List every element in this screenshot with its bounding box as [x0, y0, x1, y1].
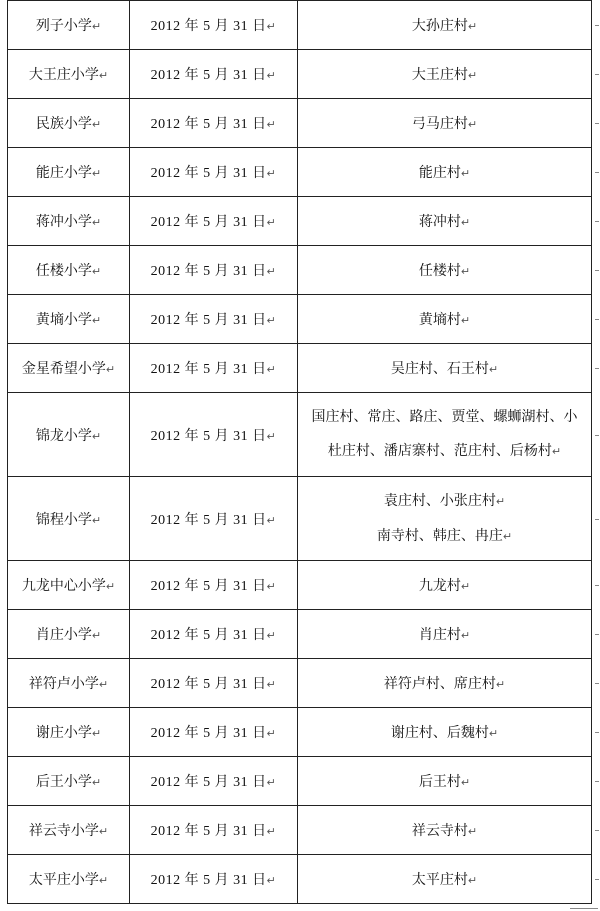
paragraph-mark: ↵ — [98, 678, 109, 691]
paragraph-mark: ↵ — [266, 679, 277, 691]
paragraph-mark: ↵ — [91, 20, 102, 33]
paragraph-mark: ↵ — [467, 825, 478, 838]
paragraph-mark: ↵ — [266, 430, 277, 443]
village-text: 肖庄村 — [418, 627, 461, 643]
villages-cell — [298, 855, 592, 904]
paragraph-mark: ↵ — [91, 314, 102, 327]
school-cell — [8, 561, 130, 610]
villages-cell — [298, 148, 592, 197]
date-text: 2012 年 5 月 31 日 — [150, 428, 267, 444]
villages-cell — [298, 197, 592, 246]
village-text: 祥云寺村 — [411, 823, 468, 839]
village-text: 黄墒村 — [418, 312, 461, 328]
row-end-mark — [595, 270, 599, 271]
date-text: 2012 年 5 月 31 日 — [150, 726, 267, 741]
date-cell — [130, 708, 298, 757]
paragraph-mark: ↵ — [460, 776, 471, 789]
date-cell — [130, 477, 298, 561]
village-text: 袁庄村、小张庄村 — [383, 492, 496, 509]
table-row — [8, 561, 592, 610]
row-end-mark — [595, 781, 599, 782]
paragraph-mark: ↵ — [488, 727, 499, 740]
table-row — [8, 344, 592, 393]
date-cell — [130, 393, 298, 477]
row-end-mark — [595, 519, 599, 520]
school-cell — [8, 610, 130, 659]
village-line — [412, 116, 477, 132]
row-end-mark — [595, 585, 599, 586]
school-name: 太平庄小学 — [28, 872, 99, 888]
paragraph-mark: ↵ — [91, 513, 102, 527]
paragraph-mark: ↵ — [91, 429, 102, 443]
table-row — [8, 197, 592, 246]
date-text: 2012 年 5 月 31 日 — [150, 215, 267, 230]
village-text: 大孙庄村 — [411, 18, 468, 34]
row-end-mark — [595, 25, 599, 26]
date-text: 2012 年 5 月 31 日 — [150, 512, 267, 528]
paragraph-mark: ↵ — [460, 265, 471, 278]
village-text: 任楼村 — [418, 263, 461, 279]
row-end-mark — [595, 830, 599, 831]
date-text: 2012 年 5 月 31 日 — [150, 362, 267, 377]
date-cell — [130, 246, 298, 295]
date-text: 2012 年 5 月 31 日 — [150, 264, 267, 279]
village-line — [412, 823, 477, 839]
paragraph-mark: ↵ — [105, 363, 116, 376]
school-name: 金星希望小学 — [21, 361, 106, 377]
date-text: 2012 年 5 月 31 日 — [150, 677, 267, 692]
village-text: 后王村 — [418, 774, 461, 790]
date-text: 2012 年 5 月 31 日 — [150, 68, 267, 83]
table-row — [8, 295, 592, 344]
paragraph-mark: ↵ — [467, 69, 478, 82]
school-cell — [8, 99, 130, 148]
table-row — [8, 477, 592, 561]
villages-cell — [298, 561, 592, 610]
school-name: 祥符卢小学 — [28, 676, 99, 692]
table-row — [8, 708, 592, 757]
paragraph-mark: ↵ — [266, 777, 277, 789]
paragraph-mark: ↵ — [105, 580, 116, 593]
date-cell — [130, 148, 298, 197]
paragraph-mark: ↵ — [266, 514, 277, 527]
row-end-mark — [595, 368, 599, 369]
village-text: 国庄村、常庄、路庄、贾堂、螺蛳湖村、小 — [311, 409, 578, 425]
row-end-mark — [595, 74, 599, 75]
school-cell — [8, 197, 130, 246]
school-cell — [8, 1, 130, 50]
village-line — [419, 263, 470, 279]
school-village-table — [7, 0, 592, 904]
school-cell — [8, 50, 130, 99]
village-line — [391, 361, 498, 377]
school-cell — [8, 344, 130, 393]
paragraph-mark: ↵ — [488, 363, 499, 376]
table-row — [8, 50, 592, 99]
village-text: 大王庄村 — [411, 67, 468, 83]
village-text: 弓马庄村 — [411, 116, 468, 132]
village-text: 南寺村、韩庄、冉庄 — [376, 527, 503, 544]
paragraph-mark: ↵ — [266, 875, 277, 887]
date-cell — [130, 757, 298, 806]
paragraph-mark: ↵ — [460, 167, 471, 180]
paragraph-mark: ↵ — [266, 217, 277, 229]
village-text: 谢庄村、后魏村 — [390, 725, 489, 741]
village-text: 九龙村 — [418, 578, 461, 594]
school-cell — [8, 757, 130, 806]
paragraph-mark: ↵ — [98, 825, 109, 838]
village-line — [412, 18, 477, 34]
school-name: 锦程小学 — [35, 511, 92, 528]
table-row — [8, 1, 592, 50]
paragraph-mark: ↵ — [91, 167, 102, 180]
paragraph-mark: ↵ — [266, 70, 277, 82]
date-text: 2012 年 5 月 31 日 — [150, 166, 267, 181]
village-line — [391, 725, 498, 741]
school-cell — [8, 855, 130, 904]
paragraph-mark: ↵ — [460, 580, 471, 593]
paragraph-mark: ↵ — [460, 629, 471, 642]
paragraph-mark: ↵ — [266, 728, 277, 740]
paragraph-mark: ↵ — [467, 20, 478, 33]
paragraph-mark: ↵ — [91, 216, 102, 229]
village-line — [298, 400, 591, 434]
row-end-mark — [595, 732, 599, 733]
paragraph-mark: ↵ — [460, 216, 471, 229]
villages-cell — [298, 659, 592, 708]
date-cell — [130, 295, 298, 344]
village-line — [298, 519, 591, 554]
school-cell — [8, 295, 130, 344]
villages-cell — [298, 99, 592, 148]
date-text: 2012 年 5 月 31 日 — [150, 824, 267, 839]
school-name: 肖庄小学 — [35, 627, 92, 643]
table-row — [8, 855, 592, 904]
date-text: 2012 年 5 月 31 日 — [150, 628, 267, 643]
school-name: 黄墒小学 — [35, 312, 92, 328]
date-cell — [130, 99, 298, 148]
villages-cell — [298, 757, 592, 806]
row-end-mark — [595, 221, 599, 222]
school-cell — [8, 806, 130, 855]
paragraph-mark: ↵ — [266, 168, 277, 180]
school-cell — [8, 659, 130, 708]
row-end-mark — [595, 683, 599, 684]
school-name: 能庄小学 — [35, 165, 92, 181]
paragraph-mark: ↵ — [91, 265, 102, 278]
date-text: 2012 年 5 月 31 日 — [150, 775, 267, 790]
row-end-mark — [595, 634, 599, 635]
date-text: 2012 年 5 月 31 日 — [150, 579, 267, 594]
date-text: 2012 年 5 月 31 日 — [150, 873, 267, 888]
school-name: 大王庄小学 — [28, 67, 99, 83]
school-cell — [8, 477, 130, 561]
paragraph-mark: ↵ — [91, 776, 102, 789]
date-cell — [130, 561, 298, 610]
date-text: 2012 年 5 月 31 日 — [150, 117, 267, 132]
school-name: 谢庄小学 — [35, 725, 92, 741]
date-cell — [130, 659, 298, 708]
date-cell — [130, 50, 298, 99]
paragraph-mark: ↵ — [266, 826, 277, 838]
school-cell — [8, 246, 130, 295]
paragraph-mark: ↵ — [266, 581, 277, 593]
village-line — [384, 676, 505, 692]
village-text: 能庄村 — [418, 165, 461, 181]
paragraph-mark: ↵ — [91, 629, 102, 642]
table-row — [8, 393, 592, 477]
date-cell — [130, 855, 298, 904]
school-name: 九龙中心小学 — [21, 578, 106, 594]
school-name: 锦龙小学 — [35, 427, 92, 444]
date-cell — [130, 197, 298, 246]
row-end-mark — [595, 319, 599, 320]
paragraph-mark: ↵ — [98, 874, 109, 887]
village-text: 太平庄村 — [411, 872, 468, 888]
paragraph-mark: ↵ — [502, 529, 513, 543]
villages-cell — [298, 610, 592, 659]
villages-cell — [298, 246, 592, 295]
paragraph-mark: ↵ — [467, 118, 478, 131]
villages-cell — [298, 477, 592, 561]
table-row — [8, 806, 592, 855]
school-cell — [8, 148, 130, 197]
paragraph-mark: ↵ — [495, 494, 506, 508]
paragraph-mark: ↵ — [266, 364, 277, 376]
paragraph-mark: ↵ — [91, 118, 102, 131]
village-text: 吴庄村、石王村 — [390, 361, 489, 377]
school-cell — [8, 708, 130, 757]
row-end-mark — [595, 123, 599, 124]
date-cell — [130, 1, 298, 50]
village-text: 祥符卢村、席庄村 — [383, 676, 496, 692]
table-row — [8, 148, 592, 197]
village-text: 蒋冲村 — [418, 214, 461, 230]
paragraph-mark: ↵ — [266, 21, 277, 33]
page-corner-mark — [570, 908, 598, 909]
paragraph-mark: ↵ — [266, 266, 277, 278]
table-row — [8, 659, 592, 708]
paragraph-mark: ↵ — [467, 874, 478, 887]
paragraph-mark: ↵ — [460, 314, 471, 327]
village-text: 杜庄村、潘店寨村、范庄村、后杨村 — [327, 443, 552, 459]
paragraph-mark: ↵ — [495, 678, 506, 691]
village-line — [419, 165, 470, 181]
table-row — [8, 99, 592, 148]
date-cell — [130, 806, 298, 855]
table-row — [8, 246, 592, 295]
school-name: 民族小学 — [35, 116, 92, 132]
table-row — [8, 757, 592, 806]
village-line — [298, 484, 591, 519]
village-line — [419, 627, 470, 643]
paragraph-mark: ↵ — [551, 445, 562, 458]
villages-cell — [298, 806, 592, 855]
paragraph-mark: ↵ — [266, 630, 277, 642]
date-text: 2012 年 5 月 31 日 — [150, 19, 267, 34]
village-line — [419, 312, 470, 328]
village-line — [412, 872, 477, 888]
row-end-mark — [595, 435, 599, 436]
village-line — [419, 774, 470, 790]
school-name: 蒋冲小学 — [35, 214, 92, 230]
school-cell — [8, 393, 130, 477]
school-name: 祥云寺小学 — [28, 823, 99, 839]
paragraph-mark: ↵ — [98, 69, 109, 82]
villages-cell — [298, 393, 592, 477]
table-row — [8, 610, 592, 659]
village-line — [419, 214, 470, 230]
villages-cell — [298, 295, 592, 344]
village-line — [412, 67, 477, 83]
school-name: 任楼小学 — [35, 263, 92, 279]
villages-cell — [298, 1, 592, 50]
paragraph-mark: ↵ — [91, 727, 102, 740]
village-line — [298, 434, 591, 469]
school-name: 后王小学 — [35, 774, 92, 790]
date-cell — [130, 610, 298, 659]
villages-cell — [298, 344, 592, 393]
school-name: 列子小学 — [35, 18, 92, 34]
villages-cell — [298, 708, 592, 757]
row-end-mark — [595, 879, 599, 880]
table-body — [8, 1, 592, 904]
paragraph-mark: ↵ — [266, 119, 277, 131]
row-end-mark — [595, 172, 599, 173]
village-line — [419, 578, 470, 594]
villages-cell — [298, 50, 592, 99]
date-text: 2012 年 5 月 31 日 — [150, 313, 267, 328]
paragraph-mark: ↵ — [266, 315, 277, 327]
date-cell — [130, 344, 298, 393]
